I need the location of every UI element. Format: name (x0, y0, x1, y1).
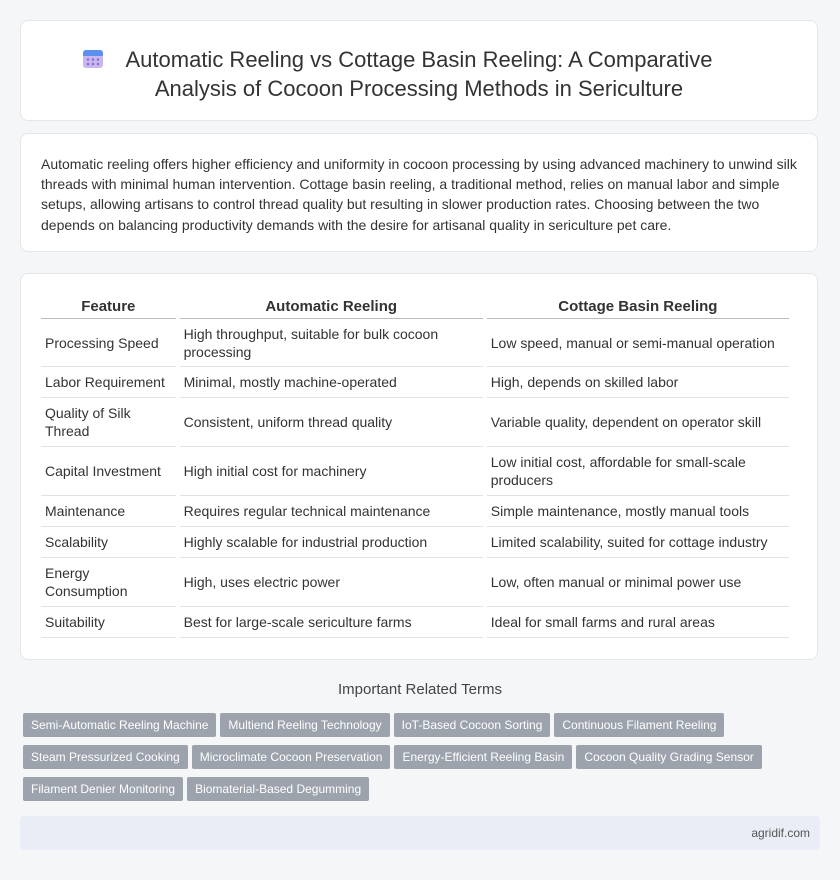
footer-site[interactable]: agridif.com (751, 826, 810, 840)
intro-card (20, 133, 818, 252)
table-row (41, 527, 789, 558)
term-tag[interactable]: Energy-Efficient Reeling Basin (394, 745, 572, 769)
term-tag[interactable]: Continuous Filament Reeling (554, 713, 724, 737)
automatic-cell: High throughput, suitable for bulk cocoon processing (180, 319, 483, 367)
term-tag[interactable]: Steam Pressurized Cooking (23, 745, 188, 769)
automatic-cell: Highly scalable for industrial production (180, 527, 483, 558)
term-tag[interactable]: IoT-Based Cocoon Sorting (394, 713, 551, 737)
term-tag[interactable]: Cocoon Quality Grading Sensor (576, 745, 761, 769)
term-tag[interactable]: Semi-Automatic Reeling Machine (23, 713, 216, 737)
feature-cell: Labor Requirement (41, 367, 176, 398)
table-row (41, 398, 789, 447)
feature-cell: Quality of Silk Thread (41, 398, 176, 447)
header-feature: Feature (41, 294, 176, 319)
cottage-cell: Limited scalability, suited for cottage industry (487, 527, 789, 558)
term-tag[interactable]: Microclimate Cocoon Preservation (192, 745, 391, 769)
automatic-cell: Minimal, mostly machine-operated (180, 367, 483, 398)
cottage-cell: Variable quality, dependent on operator skill (487, 398, 789, 447)
page-title: Automatic Reeling vs Cottage Basin Reeling: A Comparative Analysis of Cocoon Processing Methods in Sericulture (125, 47, 713, 101)
comparison-card (20, 273, 818, 660)
cottage-cell: High, depends on skilled labor (487, 367, 789, 398)
feature-cell: Energy Consumption (41, 558, 176, 607)
cottage-cell: Low, often manual or minimal power use (487, 558, 789, 607)
related-terms-tags (23, 713, 803, 809)
header-automatic: Automatic Reeling (180, 294, 483, 319)
cottage-cell: Simple maintenance, mostly manual tools (487, 496, 789, 527)
term-tag[interactable]: Multiend Reeling Technology (220, 713, 389, 737)
cottage-cell: Low speed, manual or semi-manual operation (487, 319, 789, 367)
automatic-cell: Requires regular technical maintenance (180, 496, 483, 527)
table-row (41, 558, 789, 607)
table-header-row (41, 294, 789, 319)
table-row (41, 319, 789, 367)
title-card (20, 20, 818, 121)
term-tag[interactable]: Filament Denier Monitoring (23, 777, 183, 801)
related-terms-title: Important Related Terms (338, 681, 502, 698)
footer (20, 816, 820, 850)
table-row (41, 607, 789, 638)
feature-cell: Suitability (41, 607, 176, 638)
cottage-cell: Low initial cost, affordable for small-scale producers (487, 447, 789, 496)
feature-cell: Capital Investment (41, 447, 176, 496)
intro-paragraph: Automatic reeling offers higher efficiency and uniformity in cocoon processing by using advanced machinery to unwind silk threads with minimal human intervention. Cottage basin reeling, a traditional method, relies on manual labor and simple setups, allowing artisans to control thread quality but resulting in slower production rates. Choosing between the two depends on balancing productivity demands with the desire for artisanal quality in sericulture pet care. (41, 156, 797, 233)
table-row (41, 447, 789, 496)
table-row (41, 496, 789, 527)
table-row (41, 367, 789, 398)
automatic-cell: High, uses electric power (180, 558, 483, 607)
automatic-cell: Consistent, uniform thread quality (180, 398, 483, 447)
feature-cell: Scalability (41, 527, 176, 558)
header-cottage: Cottage Basin Reeling (487, 294, 789, 319)
automatic-cell: High initial cost for machinery (180, 447, 483, 496)
automatic-cell: Best for large-scale sericulture farms (180, 607, 483, 638)
feature-cell: Processing Speed (41, 319, 176, 367)
comparison-table (37, 294, 793, 638)
cottage-cell: Ideal for small farms and rural areas (487, 607, 789, 638)
term-tag[interactable]: Biomaterial-Based Degumming (187, 777, 369, 801)
feature-cell: Maintenance (41, 496, 176, 527)
